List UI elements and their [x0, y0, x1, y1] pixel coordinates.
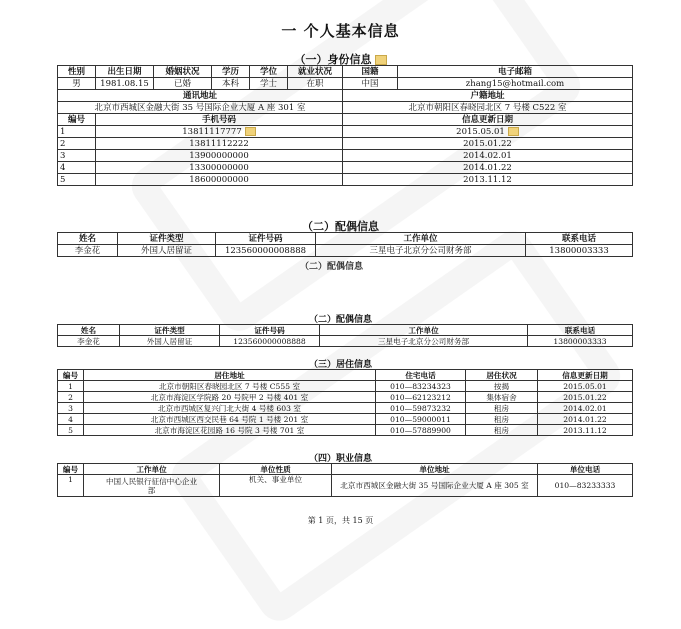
value-birth: 1981.08.15	[96, 78, 154, 90]
table-row	[58, 336, 633, 347]
value-address: 北京市西城区金融大街 35 号国际企业大厦 A 座 301 室	[58, 102, 343, 114]
table-row	[58, 475, 633, 497]
page-number: 第 1 页，共 15 页	[307, 516, 374, 525]
identity-value-row	[58, 78, 633, 90]
residence-phone: 010—83234323	[376, 381, 466, 392]
residence-status: 租房	[466, 403, 538, 414]
note-icon[interactable]	[245, 127, 256, 136]
residence-no: 2	[58, 392, 84, 403]
header-employer-phone: 单位电话	[538, 464, 633, 475]
identity-heading: （一）身份信息	[0, 51, 681, 67]
residence-date: 2013.11.12	[538, 425, 633, 436]
residence-table	[57, 369, 633, 436]
header-phone: 手机号码	[96, 114, 343, 126]
header-nationality: 国籍	[343, 66, 398, 78]
cropped-heading: （二）配偶信息	[300, 262, 364, 272]
residence-phone: 010—59000011	[376, 414, 466, 425]
phone-number: 13300000000	[96, 162, 343, 174]
header-address: 通讯地址	[58, 90, 343, 102]
header-id-type: 证件类型	[120, 325, 220, 336]
residence-phone: 010—59873232	[376, 403, 466, 414]
phone-date: 2014.01.22	[343, 162, 633, 174]
value-marital: 已婚	[154, 78, 212, 90]
job-address: 北京市西城区金融大街 35 号国际企业大厦 A 座 305 室	[332, 475, 538, 497]
job-table	[57, 463, 633, 497]
identity-table	[57, 65, 633, 186]
phone-date: 2013.11.12	[343, 174, 633, 186]
residence-date: 2014.02.01	[538, 403, 633, 414]
value-nationality: 中国	[343, 78, 398, 90]
address-value-row	[58, 102, 633, 114]
residence-status: 集体宿舍	[466, 392, 538, 403]
phone-no: 3	[58, 150, 96, 162]
job-header-row	[58, 464, 633, 475]
spouse-name: 李金花	[58, 245, 118, 257]
header-employer: 工作单位	[316, 233, 526, 245]
header-name: 姓名	[58, 233, 118, 245]
spouse-table	[57, 324, 633, 347]
spouse-phone: 13800003333	[526, 245, 633, 257]
header-nature: 单位性质	[220, 464, 332, 475]
table-row	[58, 245, 633, 257]
residence-status: 按揭	[466, 381, 538, 392]
header-degree: 学位	[250, 66, 288, 78]
header-marital: 婚姻状况	[154, 66, 212, 78]
header-employer: 工作单位	[84, 464, 220, 475]
residence-no: 1	[58, 381, 84, 392]
table-row	[58, 150, 633, 162]
table-row	[58, 162, 633, 174]
header-status: 居住状况	[466, 370, 538, 381]
residence-date: 2014.01.22	[538, 414, 633, 425]
address-header-row	[58, 90, 633, 102]
header-update-date: 信息更新日期	[538, 370, 633, 381]
value-education: 本科	[212, 78, 250, 90]
header-phone-date: 信息更新日期	[343, 114, 633, 126]
residence-address: 北京市海淀区花园路 16 号院 3 号楼 701 室	[84, 425, 376, 436]
header-email: 电子邮箱	[398, 66, 633, 78]
spouse-id-number: 123560000008888	[220, 336, 320, 347]
header-id-number: 证件号码	[220, 325, 320, 336]
note-icon[interactable]	[375, 55, 387, 65]
phone-number: 13811117777	[96, 126, 343, 138]
note-icon[interactable]	[508, 127, 519, 136]
residence-no: 5	[58, 425, 84, 436]
phone-no: 4	[58, 162, 96, 174]
residence-phone: 010—62123212	[376, 392, 466, 403]
header-home-phone: 住宅电话	[376, 370, 466, 381]
header-no: 编号	[58, 464, 84, 475]
table-row	[58, 174, 633, 186]
residence-address: 北京市西城区复兴门北大街 4 号楼 603 室	[84, 403, 376, 414]
header-phone-no: 编号	[58, 114, 96, 126]
spouse-name: 李金花	[58, 336, 120, 347]
header-address: 居住地址	[84, 370, 376, 381]
value-degree: 学士	[250, 78, 288, 90]
identity-header-row	[58, 66, 633, 78]
phone-header-row	[58, 114, 633, 126]
residence-status: 租房	[466, 425, 538, 436]
header-contact: 联系电话	[526, 233, 633, 245]
phone-date: 2015.05.01	[343, 126, 633, 138]
phone-date: 2014.02.01	[343, 150, 633, 162]
table-row	[58, 425, 633, 436]
spouse-heading-top: （二）配偶信息	[302, 220, 379, 233]
header-employment: 就业状况	[288, 66, 343, 78]
spouse-table-top	[57, 232, 633, 257]
value-gender: 男	[58, 78, 96, 90]
header-hukou: 户籍地址	[343, 90, 633, 102]
header-education: 学历	[212, 66, 250, 78]
job-employer: 中国人民银行征信中心企业部	[84, 475, 220, 497]
header-birth: 出生日期	[96, 66, 154, 78]
value-email: zhang15@hotmail.com	[398, 78, 633, 90]
table-row	[58, 138, 633, 150]
residence-address: 北京市海淀区学院路 20 号院甲 2 号楼 401 室	[84, 392, 376, 403]
header-employer-address: 单位地址	[332, 464, 538, 475]
spouse-id-number: 123560000008888	[216, 245, 316, 257]
job-nature: 机关、事业单位	[220, 475, 332, 497]
spouse-id-type: 外国人居留证	[118, 245, 216, 257]
table-row	[58, 392, 633, 403]
table-row	[58, 381, 633, 392]
spouse-header-row	[58, 233, 633, 245]
residence-date: 2015.01.22	[538, 392, 633, 403]
job-heading: （四）职业信息	[308, 454, 372, 464]
residence-heading: （三）居住信息	[308, 360, 372, 370]
phone-date: 2015.01.22	[343, 138, 633, 150]
phone-no: 1	[58, 126, 96, 138]
spouse-heading: （二）配偶信息	[308, 315, 372, 325]
header-id-number: 证件号码	[216, 233, 316, 245]
header-contact: 联系电话	[528, 325, 633, 336]
phone-number: 13900000000	[96, 150, 343, 162]
residence-date: 2015.05.01	[538, 381, 633, 392]
spouse-header-row	[58, 325, 633, 336]
phone-number: 13811112222	[96, 138, 343, 150]
header-name: 姓名	[58, 325, 120, 336]
phone-number: 18600000000	[96, 174, 343, 186]
spouse-employer: 三星电子北京分公司财务部	[320, 336, 528, 347]
spouse-employer: 三星电子北京分公司财务部	[316, 245, 526, 257]
residence-address: 北京市西城区西交民巷 64 号院 1 号楼 201 室	[84, 414, 376, 425]
header-id-type: 证件类型	[118, 233, 216, 245]
header-employer: 工作单位	[320, 325, 528, 336]
header-no: 编号	[58, 370, 84, 381]
value-employment: 在职	[288, 78, 343, 90]
phone-no: 2	[58, 138, 96, 150]
spouse-id-type: 外国人居留证	[120, 336, 220, 347]
header-gender: 性别	[58, 66, 96, 78]
page-title: 一 个人基本信息	[281, 22, 400, 40]
residence-no: 3	[58, 403, 84, 414]
value-hukou: 北京市朝阳区春晓园北区 7 号楼 C522 室	[343, 102, 633, 114]
table-row	[58, 403, 633, 414]
phone-no: 5	[58, 174, 96, 186]
job-phone: 010—83233333	[538, 475, 633, 497]
residence-no: 4	[58, 414, 84, 425]
spouse-phone: 13800003333	[528, 336, 633, 347]
job-no: 1	[58, 475, 84, 497]
table-row	[58, 414, 633, 425]
residence-address: 北京市朝阳区春晓园北区 7 号楼 C555 室	[84, 381, 376, 392]
residence-phone: 010—57889900	[376, 425, 466, 436]
residence-status: 租房	[466, 414, 538, 425]
residence-header-row	[58, 370, 633, 381]
table-row	[58, 126, 633, 138]
